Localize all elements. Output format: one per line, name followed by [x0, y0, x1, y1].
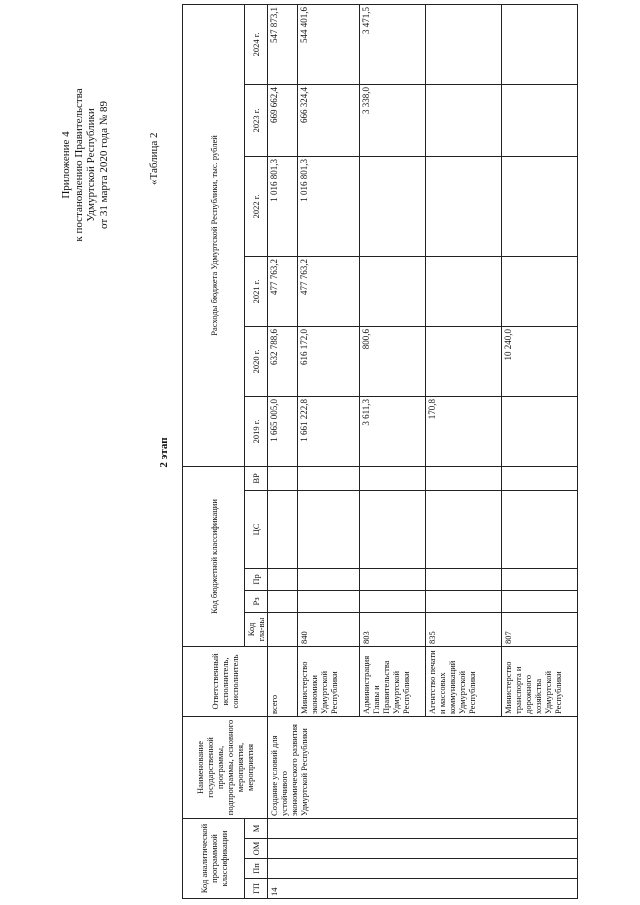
value-cell: 170,8 — [426, 396, 502, 466]
value-cell: 3 611,3 — [360, 396, 426, 466]
value-cell — [426, 84, 502, 156]
stage-title: 2 этап — [158, 437, 170, 468]
value-cell — [426, 4, 502, 84]
header-line: к постановлению Правительства — [72, 88, 85, 242]
year-header: 2022 г. — [245, 156, 268, 256]
kod-glavy-header: Код гла-вы — [245, 612, 268, 646]
table-row — [268, 4, 298, 898]
name-header: Наименование государственной программы, подпрограммы, основного мероприятия, мероприятия — [183, 716, 268, 818]
value-cell: 1 016 801,3 — [268, 156, 298, 256]
kod-cell: 803 — [360, 612, 426, 646]
value-cell — [502, 256, 578, 326]
value-cell: 477 763,2 — [298, 256, 360, 326]
value-cell: 1 665 005,0 — [268, 396, 298, 466]
document-header — [60, 75, 110, 255]
value-cell: 547 873,1 — [268, 4, 298, 84]
value-cell: 3 338,0 — [360, 84, 426, 156]
kod-cell: 840 — [298, 612, 360, 646]
executor-cell: Министерство транспорта и дорожного хозяйства Удмуртской Республики — [502, 646, 578, 716]
value-cell — [502, 4, 578, 84]
value-cell: 669 662,4 — [268, 84, 298, 156]
value-cell: 800,6 — [360, 326, 426, 396]
kod-cell: 807 — [502, 612, 578, 646]
program-name-cell: Создание условий для устойчивого экономического развития Удмуртской Республики — [268, 716, 578, 818]
value-cell: 632 788,6 — [268, 326, 298, 396]
header-line: от 31 марта 2020 года № 89 — [97, 101, 110, 230]
executor-header: Ответственный исполнитель, соисполнитель — [183, 646, 268, 716]
year-header: 2020 г. — [245, 326, 268, 396]
m-header: М — [245, 818, 268, 838]
value-cell: 3 471,5 — [360, 4, 426, 84]
gp-header: ГП — [245, 879, 268, 899]
value-cell: 616 172,0 — [298, 326, 360, 396]
rz-header: Рз — [245, 590, 268, 612]
header-line: Удмуртской Республики — [85, 108, 97, 222]
year-header: 2021 г. — [245, 256, 268, 326]
value-cell: 666 324,4 — [298, 84, 360, 156]
value-cell — [426, 256, 502, 326]
executor-cell: Агентство печати и массовых коммуникаций Удмуртской Республики — [426, 646, 502, 716]
pp-header: Пп — [245, 859, 268, 879]
executor-cell: Министерство экономики Удмуртской Республики — [298, 646, 360, 716]
value-cell: 1 661 222,8 — [298, 396, 360, 466]
executor-cell: Администрация Главы и Правительства Удмуртской Республики — [360, 646, 426, 716]
value-cell — [426, 326, 502, 396]
om-cell — [268, 839, 578, 859]
year-header: 2023 г. — [245, 84, 268, 156]
kod-cell: 835 — [426, 612, 502, 646]
value-cell — [502, 84, 578, 156]
header-line: Приложение 4 — [60, 131, 72, 199]
table-name: «Таблица 2 — [148, 132, 160, 185]
gp-cell: 14 — [268, 879, 578, 899]
value-cell: 544 401,6 — [298, 4, 360, 84]
value-cell — [360, 156, 426, 256]
budget-table — [182, 4, 578, 899]
value-cell: 10 240,0 — [502, 326, 578, 396]
executor-cell: всего — [268, 646, 298, 716]
vr-header: ВР — [245, 466, 268, 490]
code-group-header: Код аналитической программной классификации — [183, 818, 245, 898]
m-cell — [268, 818, 578, 838]
value-cell — [502, 156, 578, 256]
year-header: 2019 г. — [245, 396, 268, 466]
budget-code-header: Код бюджетной классификации — [183, 466, 245, 646]
pp-cell — [268, 859, 578, 879]
value-cell — [426, 156, 502, 256]
value-cell: 477 763,2 — [268, 256, 298, 326]
spending-header: Расходы бюджета Удмуртской Республики, тыс. рублей — [183, 4, 245, 466]
pr-header: Пр — [245, 568, 268, 590]
value-cell — [502, 396, 578, 466]
kod-cell — [268, 612, 298, 646]
cs-header: ЦС — [245, 490, 268, 568]
om-header: ОМ — [245, 839, 268, 859]
value-cell — [360, 256, 426, 326]
value-cell: 1 016 801,3 — [298, 156, 360, 256]
year-header: 2024 г. — [245, 4, 268, 84]
